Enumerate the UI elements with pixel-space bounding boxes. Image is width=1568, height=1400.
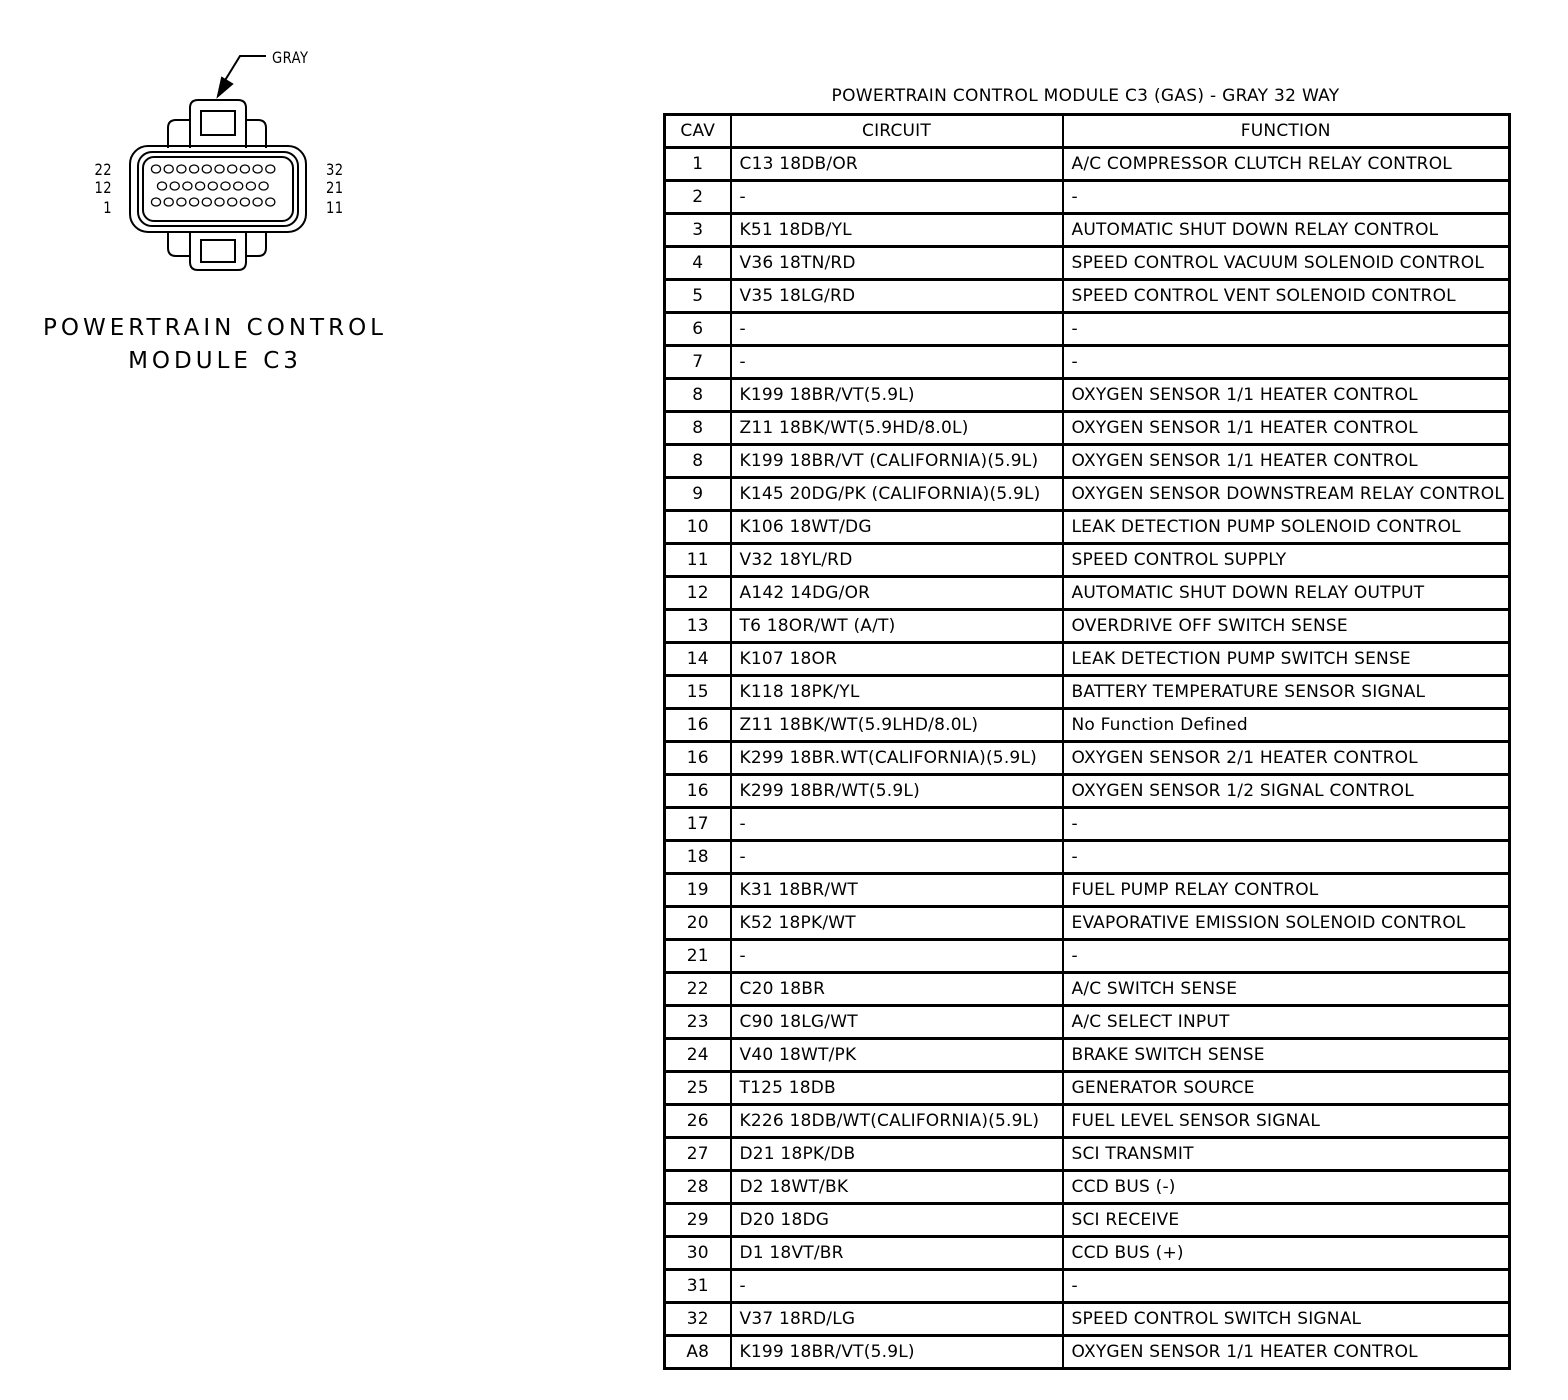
callout-arrowhead: [218, 78, 232, 96]
function-cell: -: [1063, 841, 1510, 874]
circuit-cell: K118 18PK/YL: [731, 676, 1063, 709]
pin-cavity: [190, 198, 199, 206]
pin-label-11: 11: [326, 198, 344, 217]
circuit-cell: D20 18DG: [731, 1204, 1063, 1237]
circuit-cell: -: [731, 940, 1063, 973]
pin-cavity: [228, 198, 237, 206]
function-cell: AUTOMATIC SHUT DOWN RELAY OUTPUT: [1063, 577, 1510, 610]
function-cell: BRAKE SWITCH SENSE: [1063, 1039, 1510, 1072]
pin-cavity: [170, 182, 179, 190]
pin-cavity: [208, 182, 217, 190]
cav-cell: 28: [665, 1171, 731, 1204]
circuit-cell: K299 18BR/WT(5.9L): [731, 775, 1063, 808]
function-cell: A/C SELECT INPUT: [1063, 1006, 1510, 1039]
table-row: [665, 214, 1510, 247]
pin-cavity: [240, 165, 249, 173]
cav-cell: 17: [665, 808, 731, 841]
cav-cell: 8: [665, 412, 731, 445]
function-cell: CCD BUS (+): [1063, 1237, 1510, 1270]
function-cell: No Function Defined: [1063, 709, 1510, 742]
cav-cell: 24: [665, 1039, 731, 1072]
pin-cavity: [266, 198, 275, 206]
bottom-latch-window: [201, 240, 235, 262]
table-row: [665, 280, 1510, 313]
function-cell: FUEL LEVEL SENSOR SIGNAL: [1063, 1105, 1510, 1138]
pin-cavity: [259, 182, 268, 190]
header-circuit: CIRCUIT: [731, 115, 1063, 148]
table-row: [665, 808, 1510, 841]
pin-cavity: [177, 198, 186, 206]
circuit-cell: D2 18WT/BK: [731, 1171, 1063, 1204]
cav-cell: 1: [665, 148, 731, 181]
table-row: [665, 346, 1510, 379]
function-cell: OXYGEN SENSOR 1/1 HEATER CONTROL: [1063, 445, 1510, 478]
table-header-row: [665, 115, 1510, 148]
function-cell: -: [1063, 808, 1510, 841]
circuit-cell: C20 18BR: [731, 973, 1063, 1006]
circuit-cell: -: [731, 346, 1063, 379]
function-cell: GENERATOR SOURCE: [1063, 1072, 1510, 1105]
connector-body: [130, 146, 306, 232]
pin-cavity: [234, 182, 243, 190]
table-row: [665, 544, 1510, 577]
table-row: [665, 742, 1510, 775]
cav-cell: 16: [665, 775, 731, 808]
function-cell: OXYGEN SENSOR DOWNSTREAM RELAY CONTROL: [1063, 478, 1510, 511]
connector-name-line1: POWERTRAIN CONTROL: [42, 315, 387, 341]
table-row: [665, 1006, 1510, 1039]
function-cell: -: [1063, 313, 1510, 346]
pin-cavity: [202, 165, 211, 173]
function-cell: OXYGEN SENSOR 1/1 HEATER CONTROL: [1063, 412, 1510, 445]
table-row: [665, 478, 1510, 511]
circuit-cell: K199 18BR/VT (CALIFORNIA)(5.9L): [731, 445, 1063, 478]
pin-cavity: [157, 182, 166, 190]
circuit-cell: K299 18BR.WT(CALIFORNIA)(5.9L): [731, 742, 1063, 775]
table-body: [665, 148, 1510, 1369]
table-row: [665, 1237, 1510, 1270]
table-row: [665, 313, 1510, 346]
table-row: [665, 676, 1510, 709]
pin-cavity: [151, 198, 160, 206]
function-cell: SPEED CONTROL SUPPLY: [1063, 544, 1510, 577]
pin-label-21: 21: [326, 178, 344, 197]
pin-cavity: [151, 165, 160, 173]
pinout-table: [663, 113, 1511, 1370]
circuit-cell: -: [731, 841, 1063, 874]
table-row: [665, 1105, 1510, 1138]
circuit-cell: -: [731, 313, 1063, 346]
table-row: [665, 907, 1510, 940]
top-latch: [190, 100, 246, 148]
circuit-cell: K199 18BR/VT(5.9L): [731, 379, 1063, 412]
cav-cell: 7: [665, 346, 731, 379]
circuit-cell: K107 18OR: [731, 643, 1063, 676]
function-cell: OXYGEN SENSOR 2/1 HEATER CONTROL: [1063, 742, 1510, 775]
pin-label-1: 1: [103, 198, 112, 217]
cav-cell: 22: [665, 973, 731, 1006]
circuit-cell: C13 18DB/OR: [731, 148, 1063, 181]
function-cell: -: [1063, 1270, 1510, 1303]
table-row: [665, 709, 1510, 742]
function-cell: -: [1063, 346, 1510, 379]
cav-cell: 19: [665, 874, 731, 907]
table-row: [665, 412, 1510, 445]
circuit-cell: V36 18TN/RD: [731, 247, 1063, 280]
cav-cell: 20: [665, 907, 731, 940]
table-title: POWERTRAIN CONTROL MODULE C3 (GAS) - GRAY 32 WAY: [831, 86, 1340, 106]
table-row: [665, 577, 1510, 610]
pin-cavity: [240, 198, 249, 206]
cav-cell: 27: [665, 1138, 731, 1171]
circuit-cell: Z11 18BK/WT(5.9LHD/8.0L): [731, 709, 1063, 742]
table-row: [665, 1303, 1510, 1336]
circuit-cell: Z11 18BK/WT(5.9HD/8.0L): [731, 412, 1063, 445]
cav-cell: 8: [665, 445, 731, 478]
header-function: FUNCTION: [1063, 115, 1510, 148]
function-cell: LEAK DETECTION PUMP SWITCH SENSE: [1063, 643, 1510, 676]
pin-cavity: [221, 182, 230, 190]
circuit-cell: T125 18DB: [731, 1072, 1063, 1105]
table-row: [665, 940, 1510, 973]
function-cell: SCI RECEIVE: [1063, 1204, 1510, 1237]
pin-label-22: 22: [94, 160, 112, 179]
cav-cell: 12: [665, 577, 731, 610]
cav-cell: 4: [665, 247, 731, 280]
table-row: [665, 181, 1510, 214]
pin-cavity: [183, 182, 192, 190]
table-row: [665, 1171, 1510, 1204]
function-cell: -: [1063, 181, 1510, 214]
function-cell: SCI TRANSMIT: [1063, 1138, 1510, 1171]
cav-cell: 13: [665, 610, 731, 643]
function-cell: CCD BUS (-): [1063, 1171, 1510, 1204]
circuit-cell: K31 18BR/WT: [731, 874, 1063, 907]
table-row: [665, 874, 1510, 907]
pin-grid: [151, 165, 275, 206]
table-row: [665, 1039, 1510, 1072]
callout-line: [224, 56, 266, 82]
connector-drawing: [0, 0, 620, 300]
connector-name: [40, 312, 390, 378]
cav-cell: 10: [665, 511, 731, 544]
cav-cell: 5: [665, 280, 731, 313]
function-cell: SPEED CONTROL VACUUM SOLENOID CONTROL: [1063, 247, 1510, 280]
cav-cell: 16: [665, 742, 731, 775]
header-cav: CAV: [665, 115, 731, 148]
pin-cavity: [190, 165, 199, 173]
cav-cell: 11: [665, 544, 731, 577]
cav-cell: 9: [665, 478, 731, 511]
circuit-cell: K145 20DG/PK (CALIFORNIA)(5.9L): [731, 478, 1063, 511]
circuit-cell: V37 18RD/LG: [731, 1303, 1063, 1336]
cav-cell: 8: [665, 379, 731, 412]
bottom-latch: [190, 232, 246, 270]
circuit-cell: V35 18LG/RD: [731, 280, 1063, 313]
cav-cell: 3: [665, 214, 731, 247]
cav-cell: 16: [665, 709, 731, 742]
table-row: [665, 247, 1510, 280]
connector-face-view: [0, 0, 620, 420]
pin-cavity: [196, 182, 205, 190]
pin-cavity: [266, 165, 275, 173]
circuit-cell: V32 18YL/RD: [731, 544, 1063, 577]
cav-cell: 14: [665, 643, 731, 676]
cav-cell: 21: [665, 940, 731, 973]
cav-cell: 23: [665, 1006, 731, 1039]
pin-cavity: [228, 165, 237, 173]
function-cell: A/C SWITCH SENSE: [1063, 973, 1510, 1006]
table-row: [665, 1072, 1510, 1105]
cav-cell: 18: [665, 841, 731, 874]
function-cell: OXYGEN SENSOR 1/1 HEATER CONTROL: [1063, 379, 1510, 412]
table-row: [665, 973, 1510, 1006]
table-row: [665, 643, 1510, 676]
function-cell: FUEL PUMP RELAY CONTROL: [1063, 874, 1510, 907]
cav-cell: 26: [665, 1105, 731, 1138]
function-cell: A/C COMPRESSOR CLUTCH RELAY CONTROL: [1063, 148, 1510, 181]
circuit-cell: K51 18DB/YL: [731, 214, 1063, 247]
pin-cavity: [215, 198, 224, 206]
table-row: [665, 841, 1510, 874]
cav-cell: 32: [665, 1303, 731, 1336]
table-row: [665, 445, 1510, 478]
function-cell: LEAK DETECTION PUMP SOLENOID CONTROL: [1063, 511, 1510, 544]
circuit-cell: C90 18LG/WT: [731, 1006, 1063, 1039]
cav-cell: 6: [665, 313, 731, 346]
pin-label-12: 12: [94, 178, 112, 197]
function-cell: SPEED CONTROL SWITCH SIGNAL: [1063, 1303, 1510, 1336]
function-cell: AUTOMATIC SHUT DOWN RELAY CONTROL: [1063, 214, 1510, 247]
cav-cell: A8: [665, 1336, 731, 1369]
circuit-cell: V40 18WT/PK: [731, 1039, 1063, 1072]
circuit-cell: K199 18BR/VT(5.9L): [731, 1336, 1063, 1369]
function-cell: OVERDRIVE OFF SWITCH SENSE: [1063, 610, 1510, 643]
color-callout-label: GRAY: [272, 48, 309, 67]
top-latch-window: [201, 111, 235, 135]
cav-cell: 30: [665, 1237, 731, 1270]
function-cell: SPEED CONTROL VENT SOLENOID CONTROL: [1063, 280, 1510, 313]
pin-cavity: [177, 165, 186, 173]
table-row: [665, 775, 1510, 808]
pin-cavity: [202, 198, 211, 206]
table-row: [665, 379, 1510, 412]
circuit-cell: D21 18PK/DB: [731, 1138, 1063, 1171]
circuit-cell: T6 18OR/WT (A/T): [731, 610, 1063, 643]
pin-label-32: 32: [326, 160, 344, 179]
function-cell: OXYGEN SENSOR 1/1 HEATER CONTROL: [1063, 1336, 1510, 1369]
circuit-cell: A142 14DG/OR: [731, 577, 1063, 610]
cav-cell: 15: [665, 676, 731, 709]
pin-cavity: [253, 198, 262, 206]
table-row: [665, 1336, 1510, 1369]
pin-cavity: [215, 165, 224, 173]
table-row: [665, 1270, 1510, 1303]
circuit-cell: K226 18DB/WT(CALIFORNIA)(5.9L): [731, 1105, 1063, 1138]
pin-cavity: [164, 165, 173, 173]
cav-cell: 29: [665, 1204, 731, 1237]
function-cell: OXYGEN SENSOR 1/2 SIGNAL CONTROL: [1063, 775, 1510, 808]
table-row: [665, 610, 1510, 643]
circuit-cell: K106 18WT/DG: [731, 511, 1063, 544]
table-row: [665, 1204, 1510, 1237]
connector-name-line2: MODULE C3: [128, 348, 302, 374]
circuit-cell: -: [731, 1270, 1063, 1303]
circuit-cell: -: [731, 181, 1063, 214]
cav-cell: 31: [665, 1270, 731, 1303]
table-row: [665, 1138, 1510, 1171]
circuit-cell: K52 18PK/WT: [731, 907, 1063, 940]
pin-cavity: [164, 198, 173, 206]
circuit-cell: D1 18VT/BR: [731, 1237, 1063, 1270]
circuit-cell: -: [731, 808, 1063, 841]
pin-cavity: [246, 182, 255, 190]
function-cell: BATTERY TEMPERATURE SENSOR SIGNAL: [1063, 676, 1510, 709]
table-row: [665, 511, 1510, 544]
function-cell: -: [1063, 940, 1510, 973]
cav-cell: 2: [665, 181, 731, 214]
cav-cell: 25: [665, 1072, 731, 1105]
table-row: [665, 148, 1510, 181]
function-cell: EVAPORATIVE EMISSION SOLENOID CONTROL: [1063, 907, 1510, 940]
pin-cavity: [253, 165, 262, 173]
